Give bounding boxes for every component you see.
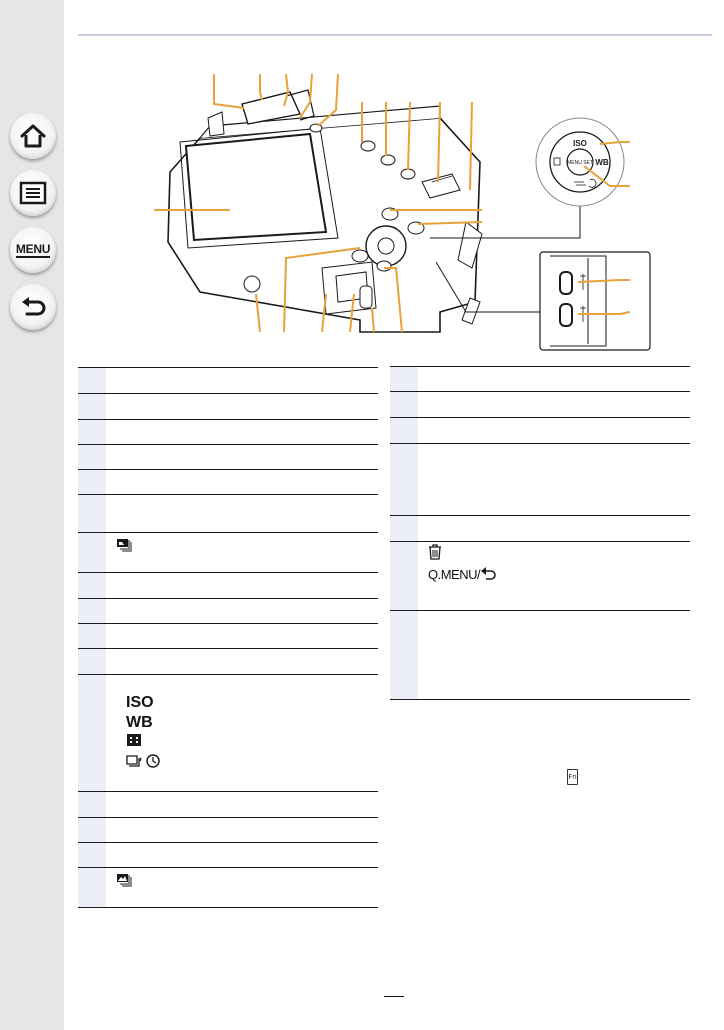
table-row — [78, 470, 378, 495]
menu-button[interactable] — [10, 227, 56, 273]
home-icon — [19, 123, 47, 149]
dial-menu-set-label: MENU SET — [567, 160, 593, 166]
qmenu-label: Q.MENU/ — [428, 567, 481, 582]
table-row — [78, 792, 378, 818]
table-row — [78, 868, 378, 908]
table-of-contents-icon — [19, 181, 47, 205]
table-row — [390, 418, 690, 444]
usb-port — [560, 304, 572, 326]
dial-iso-label: ISO — [573, 139, 587, 148]
dial-wb-label: WB — [595, 158, 609, 167]
table-row — [78, 649, 378, 675]
table-row — [390, 611, 690, 700]
image-burst-icon — [116, 873, 136, 887]
iso-glyph: ISO — [126, 694, 154, 711]
home-button[interactable] — [10, 113, 56, 159]
table-row — [78, 599, 378, 624]
trash-icon — [428, 544, 690, 566]
table-row — [78, 533, 378, 573]
playback-burst-icon — [116, 538, 136, 552]
back-arrow-icon — [19, 295, 47, 319]
table-row — [78, 818, 378, 843]
table-row — [78, 445, 378, 470]
contents-button[interactable] — [10, 170, 56, 216]
table-row — [78, 843, 378, 868]
page-number-rule — [384, 996, 404, 997]
table-row — [390, 392, 690, 418]
right-parts-table — [390, 366, 690, 700]
function-button-icon: Fn — [567, 769, 578, 785]
back-button[interactable] — [10, 284, 56, 330]
table-row — [78, 394, 378, 420]
header-rule — [78, 34, 712, 36]
wb-glyph: WB — [126, 714, 153, 731]
table-row — [390, 444, 690, 516]
left-parts-table — [78, 367, 378, 908]
port-inset — [540, 252, 650, 350]
dial-inset — [536, 118, 630, 206]
table-row — [78, 675, 378, 792]
table-row — [78, 495, 378, 533]
camera-rear-illustration — [140, 62, 660, 352]
table-row — [78, 624, 378, 649]
table-row — [78, 368, 378, 394]
menu-label: MENU — [15, 241, 51, 256]
sidebar — [0, 0, 64, 1030]
table-row — [390, 542, 690, 611]
af-mode-icon — [126, 733, 378, 753]
table-row — [78, 420, 378, 445]
return-arrow-icon — [480, 567, 496, 580]
hdmi-port — [560, 272, 572, 294]
drive-mode-self-timer-icon — [126, 753, 378, 775]
table-row — [390, 367, 690, 392]
table-row — [78, 573, 378, 599]
table-row — [390, 516, 690, 542]
